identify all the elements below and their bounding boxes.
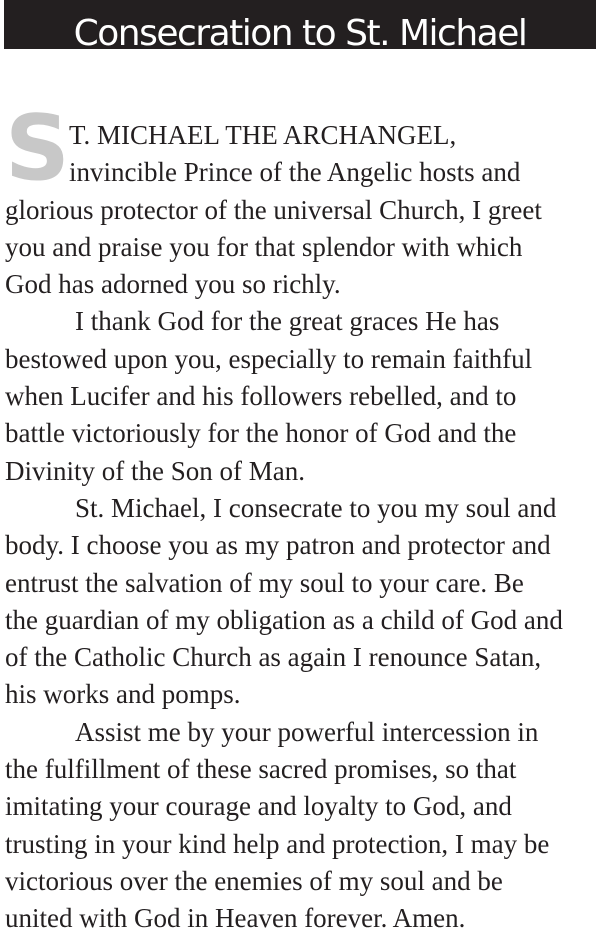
prayer-line: of the Catholic Church as again I renounce Satan, [5,642,542,673]
prayer-line: God has adorned you so richly. [5,269,341,300]
prayer-line: imitating your courage and loyalty to God, and [5,791,512,822]
prayer-line: St. Michael, I consecrate to you my soul and [75,492,557,523]
prayer-text [5,117,600,938]
prayer-line: bestowed upon you, especially to remain faithful [5,343,533,374]
prayer-line: body. I choose you as my patron and protector and [5,530,551,561]
prayer-line: victorious over the enemies of my soul and be [5,865,503,896]
prayer-line: the guardian of my obligation as a child of God and [5,604,563,635]
prayer-line: Divinity of the Son of Man. [5,455,305,486]
prayer-line: glorious protector of the universal Church, I greet [5,194,542,225]
prayer-line: his works and pomps. [5,679,241,710]
prayer-line: battle victoriously for the honor of God and the [5,418,517,449]
drop-cap: S [5,96,70,201]
prayer-line: entrust the salvation of my soul to your care. Be [5,567,524,598]
page-title: Consecration to St. Michael [73,13,527,49]
prayer-line: invincible Prince of the Angelic hosts and [69,157,521,188]
prayer-line: I thank God for the great graces He has [75,306,500,337]
prayer-line: united with God in Heaven forever. Amen. [5,903,466,934]
prayer-line: the fulfillment of these sacred promises, so that [5,754,517,785]
prayer-line: when Lucifer and his followers rebelled, and to [5,381,517,412]
prayer-line: you and praise you for that splendor with which [5,231,523,262]
prayer-line: Assist me by your powerful intercession in [75,716,539,747]
prayer-line: T. MICHAEL THE ARCHANGEL, [69,120,457,150]
prayer-line: trusting in your kind help and protection, I may be [5,828,550,859]
header-bar [4,0,596,49]
